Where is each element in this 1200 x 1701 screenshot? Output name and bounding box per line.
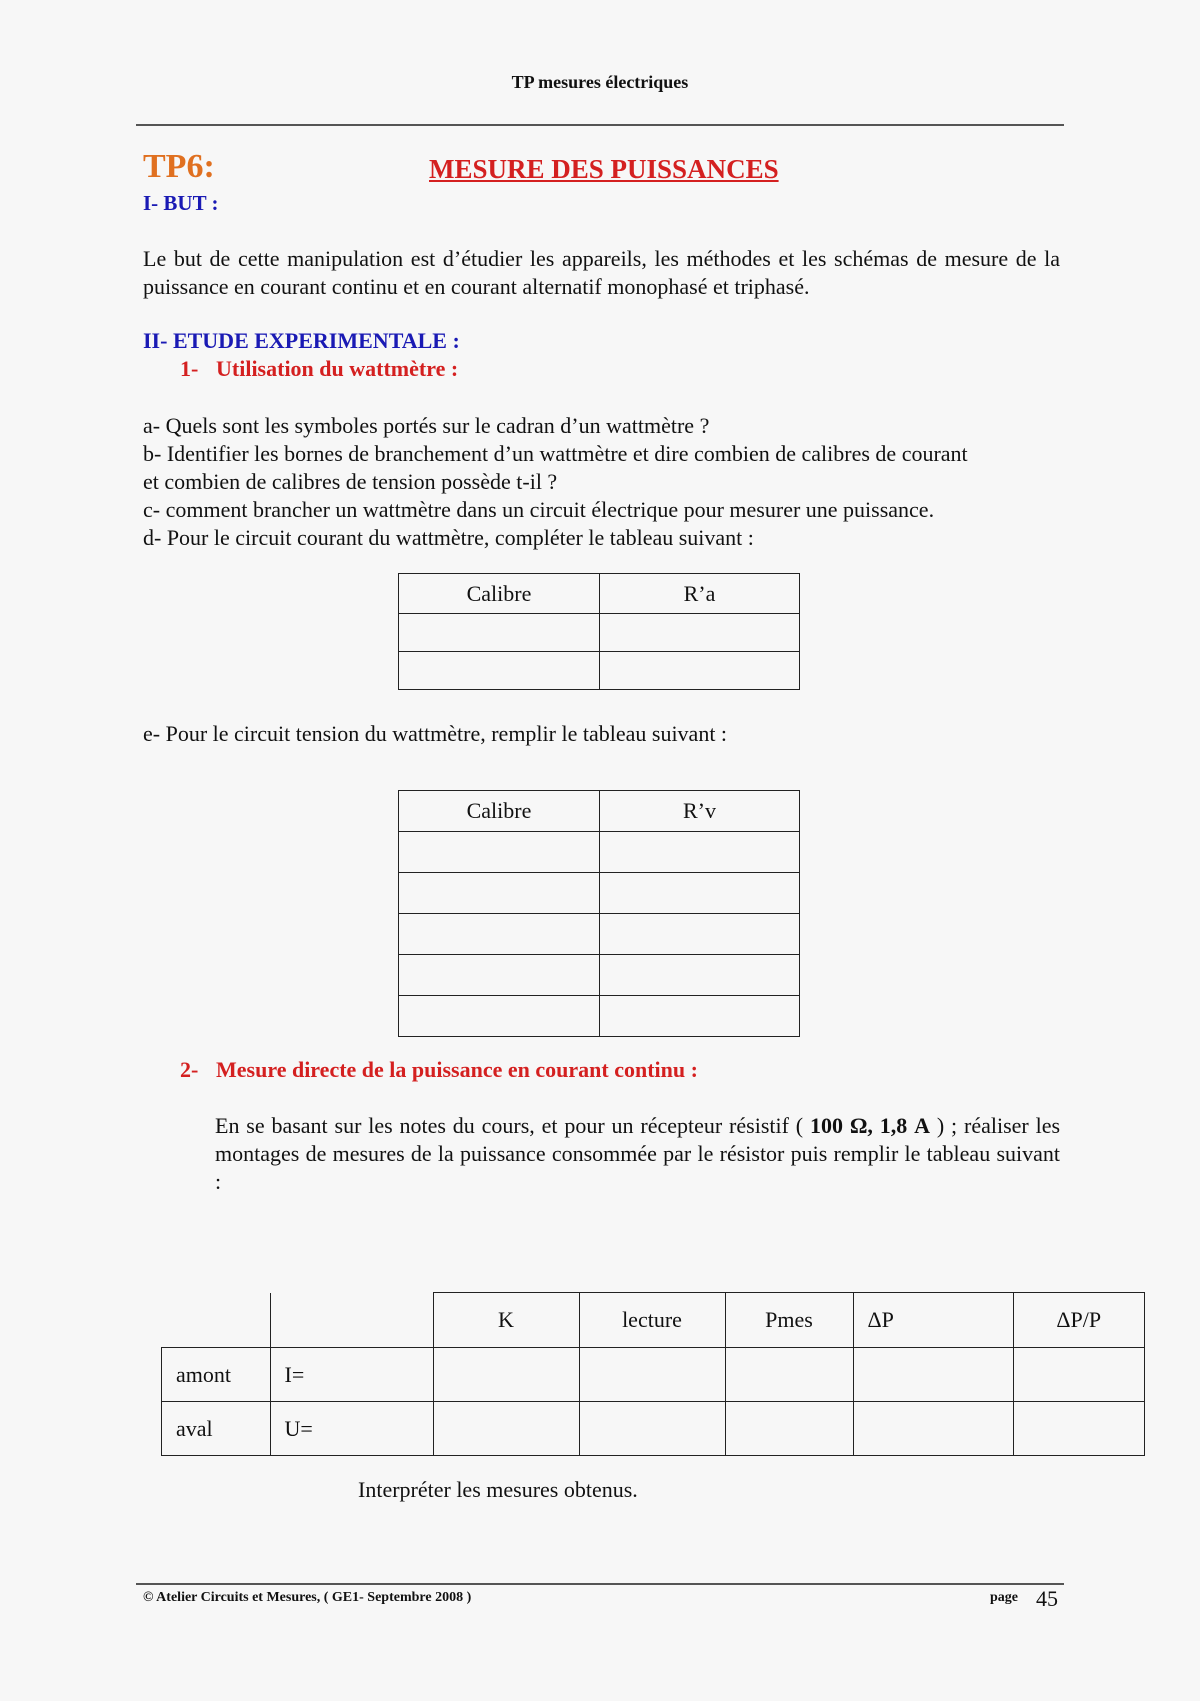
cell[interactable]	[725, 1348, 853, 1402]
table-row	[162, 1348, 1145, 1402]
cell[interactable]	[399, 832, 600, 873]
question-d: d- Pour le circuit courant du wattmètre, compléter le tableau suivant :	[143, 525, 754, 550]
subsection-2-number: 2-	[180, 1057, 199, 1082]
header-calibre: Calibre	[399, 791, 600, 832]
question-e: e- Pour le circuit tension du wattmètre, remplir le tableau suivant :	[143, 721, 728, 746]
question-a: a- Quels sont les symboles portés sur le cadran d’un wattmètre ?	[143, 413, 710, 438]
cell[interactable]	[600, 614, 800, 652]
tp-number: TP6:	[143, 148, 215, 185]
header-lecture: lecture	[579, 1293, 725, 1348]
row-quantity-u: U=	[270, 1402, 433, 1456]
cell[interactable]	[1013, 1348, 1145, 1402]
table-row	[162, 1402, 1145, 1456]
cell[interactable]	[399, 873, 600, 914]
cell[interactable]	[853, 1348, 1013, 1402]
row-quantity-i: I=	[270, 1348, 433, 1402]
table-row	[399, 914, 800, 955]
section-experimental-heading: II- ETUDE EXPERIMENTALE :	[143, 328, 460, 353]
subsection-1-title: Utilisation du wattmètre :	[216, 356, 459, 381]
section-but-paragraph: Le but de cette manipulation est d’étudier les appareils, les méthodes et les schémas de mesure de la puissance en courant continu et en courant alternatif monophasé et triphasé.	[143, 246, 1060, 299]
header-k: K	[433, 1293, 579, 1348]
question-b-cont: et combien de calibres de tension possède t-il ?	[143, 469, 558, 494]
cell[interactable]	[399, 955, 600, 996]
table-header-row	[399, 791, 800, 832]
table-current-calibres	[398, 573, 800, 690]
cell[interactable]	[1013, 1402, 1145, 1456]
conclusion-instruction: Interpréter les mesures obtenus.	[358, 1477, 638, 1502]
cell[interactable]	[399, 614, 600, 652]
header-rule	[136, 124, 1064, 126]
paragraph-text: En se basant sur les notes du cours, et pour un récepteur résistif (	[215, 1113, 804, 1138]
cell[interactable]	[600, 955, 800, 996]
cell[interactable]	[600, 873, 800, 914]
table-row	[399, 832, 800, 873]
header-delta-p-over-p: ΔP/P	[1013, 1293, 1145, 1348]
page-number: 45	[1036, 1586, 1058, 1611]
footer-page-label: page	[990, 1590, 1018, 1605]
subsection-1-number: 1-	[180, 356, 199, 381]
paragraph-text: ) ; réaliser les montages de mesures de la puissance consommée par le résistor puis remplir le tableau suivant :	[215, 1113, 1061, 1194]
empty-corner-cell	[162, 1293, 271, 1348]
header-rv: R’v	[600, 791, 800, 832]
header-pmes: Pmes	[725, 1293, 853, 1348]
subsection-2-paragraph	[215, 1112, 1060, 1196]
cell[interactable]	[433, 1402, 579, 1456]
resistor-values: 100 Ω, 1,8 A	[809, 1113, 931, 1138]
question-b: b- Identifier les bornes de branchement d’un wattmètre et dire combien de calibres de courant	[143, 441, 968, 466]
cell[interactable]	[399, 996, 600, 1037]
question-c: c- comment brancher un wattmètre dans un circuit électrique pour mesurer une puissance.	[143, 497, 935, 522]
cell[interactable]	[433, 1348, 579, 1402]
table-header-row	[399, 574, 800, 614]
cell[interactable]	[600, 996, 800, 1037]
cell[interactable]	[853, 1402, 1013, 1456]
table-header-row	[162, 1293, 1145, 1348]
empty-corner-cell	[270, 1293, 433, 1348]
cell[interactable]	[600, 914, 800, 955]
cell[interactable]	[399, 914, 600, 955]
cell[interactable]	[600, 652, 800, 690]
header-delta-p: ΔP	[853, 1293, 1013, 1348]
cell[interactable]	[579, 1402, 725, 1456]
running-header: TP mesures électriques	[511, 72, 689, 92]
footer-copyright: © Atelier Circuits et Mesures, ( GE1- Septembre 2008 )	[143, 1590, 472, 1605]
cell[interactable]	[579, 1348, 725, 1402]
header-ra: R’a	[600, 574, 800, 614]
cell[interactable]	[725, 1402, 853, 1456]
section-but-heading: I- BUT :	[143, 191, 219, 215]
page-title: MESURE DES PUISSANCES	[429, 154, 779, 184]
header-calibre: Calibre	[399, 574, 600, 614]
table-row	[399, 873, 800, 914]
footer-rule	[136, 1583, 1064, 1585]
table-row	[399, 652, 800, 690]
subsection-2-title: Mesure directe de la puissance en courant continu :	[216, 1057, 698, 1082]
table-voltage-calibres	[398, 790, 800, 1037]
table-row	[399, 614, 800, 652]
row-label-amont: amont	[162, 1348, 271, 1402]
table-row	[399, 996, 800, 1037]
cell[interactable]	[600, 832, 800, 873]
table-power-measurement	[161, 1292, 1145, 1456]
row-label-aval: aval	[162, 1402, 271, 1456]
table-row	[399, 955, 800, 996]
cell[interactable]	[399, 652, 600, 690]
